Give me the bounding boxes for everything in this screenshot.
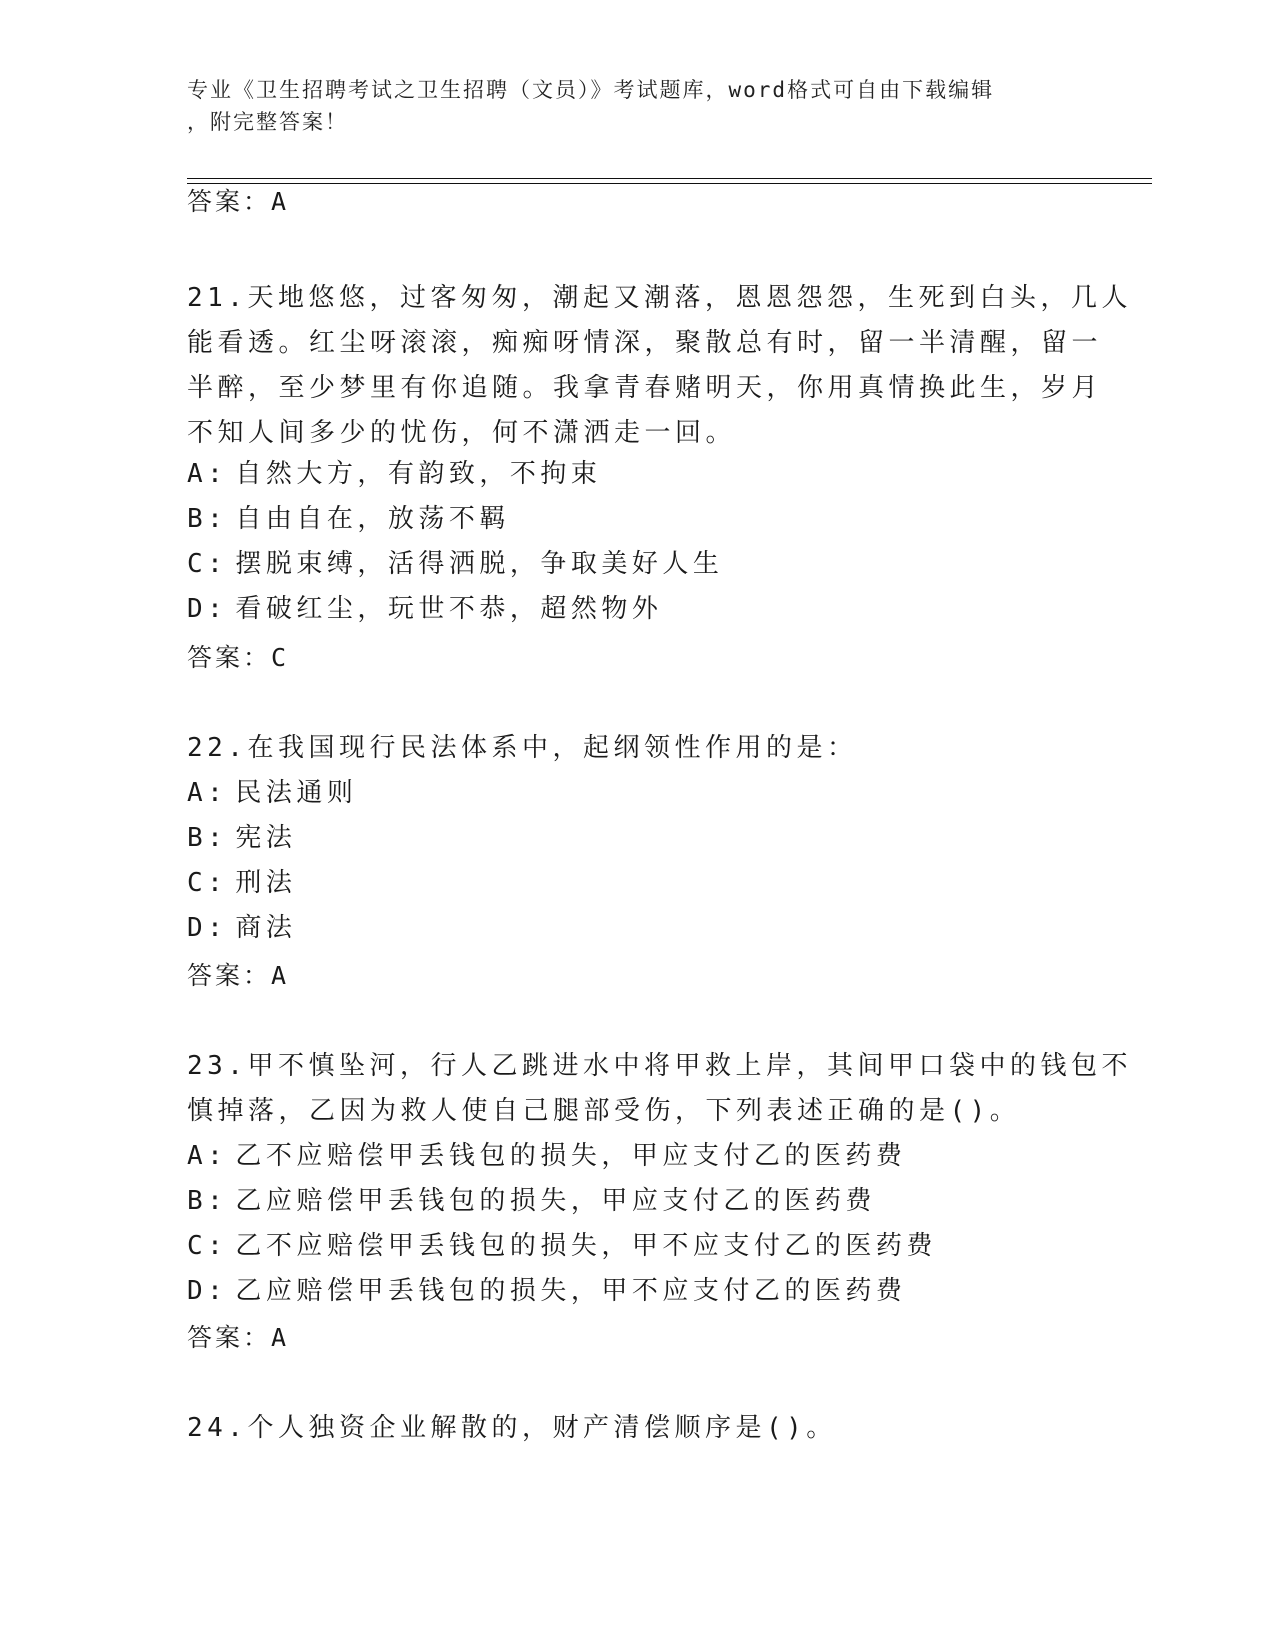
question-line: 23.甲不慎坠河，行人乙跳进水中将甲救上岸，其间甲口袋中的钱包不	[187, 1051, 1132, 1081]
answer-label: 答案：	[187, 187, 272, 216]
option-23-c	[187, 1224, 937, 1269]
option-22-d	[187, 906, 296, 951]
document-header	[187, 74, 1087, 138]
option-22-a	[187, 771, 357, 816]
option-letter: A:	[187, 1141, 228, 1171]
option-21-b	[187, 497, 510, 542]
option-23-d	[187, 1269, 906, 1314]
question-line: 21.天地悠悠，过客匆匆，潮起又潮落，恩恩怨怨，生死到白头，几人	[187, 283, 1132, 313]
option-letter: A:	[187, 778, 228, 808]
option-text: 商法	[235, 913, 297, 943]
option-text: 乙不应赔偿甲丢钱包的损失，甲不应支付乙的医药费	[235, 1231, 937, 1261]
option-text: 刑法	[235, 868, 297, 898]
question-line: 慎掉落，乙因为救人使自己腿部受伤，下列表述正确的是()。	[187, 1096, 1021, 1126]
option-text: 宪法	[235, 823, 297, 853]
option-letter: D:	[187, 594, 228, 624]
option-letter: C:	[187, 868, 228, 898]
answer-label: 答案：	[187, 1323, 272, 1352]
option-text: 自由自在，放荡不羁	[235, 504, 510, 534]
question-line: 24.个人独资企业解散的，财产清偿顺序是()。	[187, 1413, 837, 1443]
option-letter: B:	[187, 1186, 228, 1216]
question-line: 不知人间多少的忧伤，何不潇洒走一回。	[187, 418, 737, 448]
question-23	[187, 1044, 1132, 1134]
option-letter: D:	[187, 1276, 228, 1306]
option-21-c	[187, 542, 723, 587]
option-letter: D:	[187, 913, 228, 943]
option-text: 民法通则	[235, 778, 358, 808]
question-line: 半醉，至少梦里有你追随。我拿青春赌明天，你用真情换此生，岁月	[187, 373, 1103, 403]
answer-value: A	[271, 961, 290, 990]
answer-22	[187, 960, 289, 992]
option-text: 乙应赔偿甲丢钱包的损失，甲不应支付乙的医药费	[235, 1276, 907, 1306]
question-line: 能看透。红尘呀滚滚，痴痴呀情深，聚散总有时，留一半清醒，留一	[187, 328, 1103, 358]
option-text: 乙应赔偿甲丢钱包的损失，甲应支付乙的医药费	[235, 1186, 876, 1216]
option-23-a	[187, 1134, 906, 1179]
answer-value: A	[271, 1323, 290, 1352]
option-21-d	[187, 587, 662, 632]
question-line: 22.在我国现行民法体系中，起纲领性作用的是：	[187, 733, 858, 763]
option-23-b	[187, 1179, 876, 1224]
answer-23	[187, 1322, 289, 1354]
option-letter: C:	[187, 1231, 228, 1261]
option-text: 自然大方，有韵致，不拘束	[235, 459, 602, 489]
option-22-c	[187, 861, 296, 906]
option-21-a	[187, 452, 601, 497]
option-text: 乙不应赔偿甲丢钱包的损失，甲应支付乙的医药费	[235, 1141, 907, 1171]
question-24	[187, 1406, 1087, 1451]
header-line-2: ，附完整答案！	[187, 110, 348, 134]
header-line-1: 专业《卫生招聘考试之卫生招聘（文员）》考试题库，word格式可自由下载编辑	[187, 78, 995, 102]
answer-21	[187, 642, 289, 674]
question-22	[187, 726, 1087, 771]
question-21	[187, 276, 1132, 456]
option-letter: A:	[187, 459, 228, 489]
option-letter: B:	[187, 823, 228, 853]
answer-prev	[187, 186, 289, 218]
answer-label: 答案：	[187, 961, 272, 990]
answer-value: A	[271, 187, 290, 216]
option-letter: C:	[187, 549, 228, 579]
answer-label: 答案：	[187, 643, 272, 672]
option-text: 摆脱束缚，活得洒脱，争取美好人生	[235, 549, 724, 579]
answer-value: C	[271, 643, 290, 672]
header-rule-top	[187, 178, 1152, 179]
option-22-b	[187, 816, 296, 861]
option-text: 看破红尘，玩世不恭，超然物外	[235, 594, 663, 624]
header-rule-bottom	[187, 183, 1152, 184]
option-letter: B:	[187, 504, 228, 534]
